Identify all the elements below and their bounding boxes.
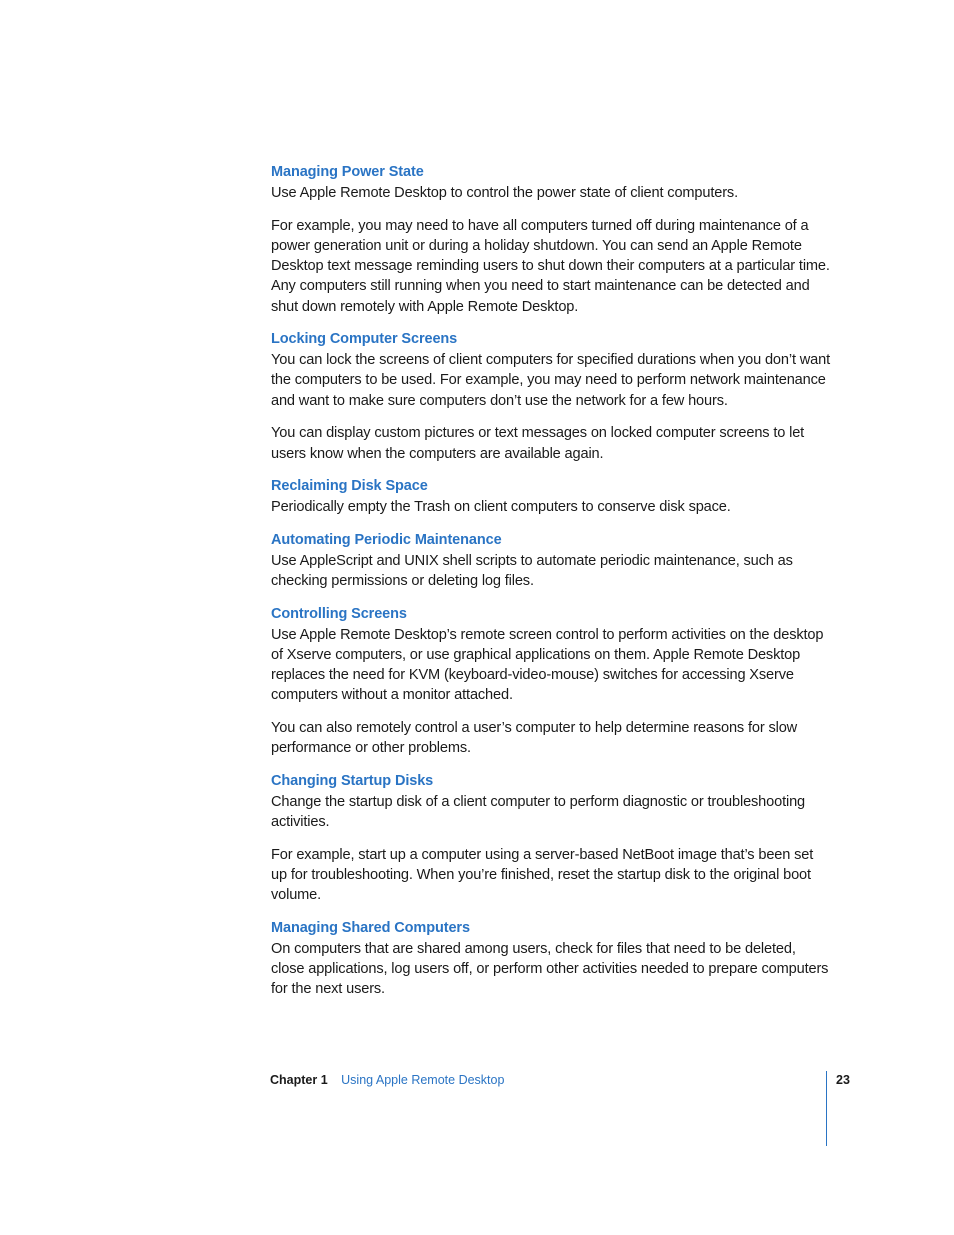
body-paragraph: You can display custom pictures or text messages on locked computer screens to let users know when the computers are available again. — [271, 425, 805, 462]
section-heading: Controlling Screens — [271, 605, 407, 622]
section-managing-power-state — [271, 162, 831, 317]
footer-chapter-label: Chapter 1 — [270, 1073, 328, 1087]
section-heading: Locking Computer Screens — [271, 331, 458, 348]
section-reclaiming-disk-space — [271, 476, 831, 517]
body-paragraph: You can also remotely control a user’s computer to help determine reasons for slow performance or other problems. — [271, 720, 798, 757]
section-controlling-screens — [271, 604, 831, 759]
body-paragraph: You can lock the screens of client computers for specified durations when you don’t want the computers to be used. For example, you may need to perform network maintenance and want to make sure computers don’t use the network for a few hours. — [271, 352, 830, 409]
body-paragraph: For example, start up a computer using a server-based NetBoot image that’s been set up for troubleshooting. When you’re finished, reset the startup disk to the original boot volume. — [271, 846, 814, 904]
body-paragraph: Use AppleScript and UNIX shell scripts to automate periodic maintenance, such as checking permissions or deleting log files. — [271, 552, 793, 590]
section-managing-shared-computers — [271, 918, 831, 1000]
section-changing-startup-disks — [271, 771, 831, 906]
page-footer — [270, 1072, 504, 1088]
section-automating-periodic-maintenance — [271, 530, 831, 591]
section-heading: Reclaiming Disk Space — [271, 478, 428, 495]
section-heading: Automating Periodic Maintenance — [271, 531, 502, 548]
body-paragraph: Use Apple Remote Desktop’s remote screen control to perform activities on the desktop of Xserve computers, or use graphical applications on them. Apple Remote Desktop replaces the need for KVM (keyboard-video-mouse) switches for accessing Xserve computers without a monitor attached. — [271, 626, 824, 704]
section-heading: Changing Startup Disks — [271, 773, 434, 790]
section-heading: Managing Shared Computers — [271, 920, 470, 937]
footer-vertical-rule — [826, 1071, 827, 1146]
page-number: 23 — [836, 1073, 850, 1087]
footer-chapter-title: Using Apple Remote Desktop — [341, 1073, 505, 1087]
page-content — [271, 162, 831, 1012]
body-paragraph: For example, you may need to have all computers turned off during maintenance of a power generation unit or during a holiday shutdown. You can send an Apple Remote Desktop text message reminding users to shut down their computers at a particular time. Any computers still running when you need to start maintenance can be detected and shut down remotely with Apple Remote Desktop. — [271, 217, 830, 315]
body-paragraph: Change the startup disk of a client computer to perform diagnostic or troubleshooting activities. — [271, 794, 806, 831]
body-paragraph: Use Apple Remote Desktop to control the power state of client computers. — [271, 185, 738, 201]
body-paragraph: Periodically empty the Trash on client computers to conserve disk space. — [271, 499, 731, 516]
body-paragraph: On computers that are shared among users, check for files that need to be deleted, close applications, log users off, or perform other activities needed to prepare computers for the next users. — [271, 941, 829, 998]
section-locking-computer-screens — [271, 329, 831, 464]
section-heading: Managing Power State — [271, 164, 424, 180]
